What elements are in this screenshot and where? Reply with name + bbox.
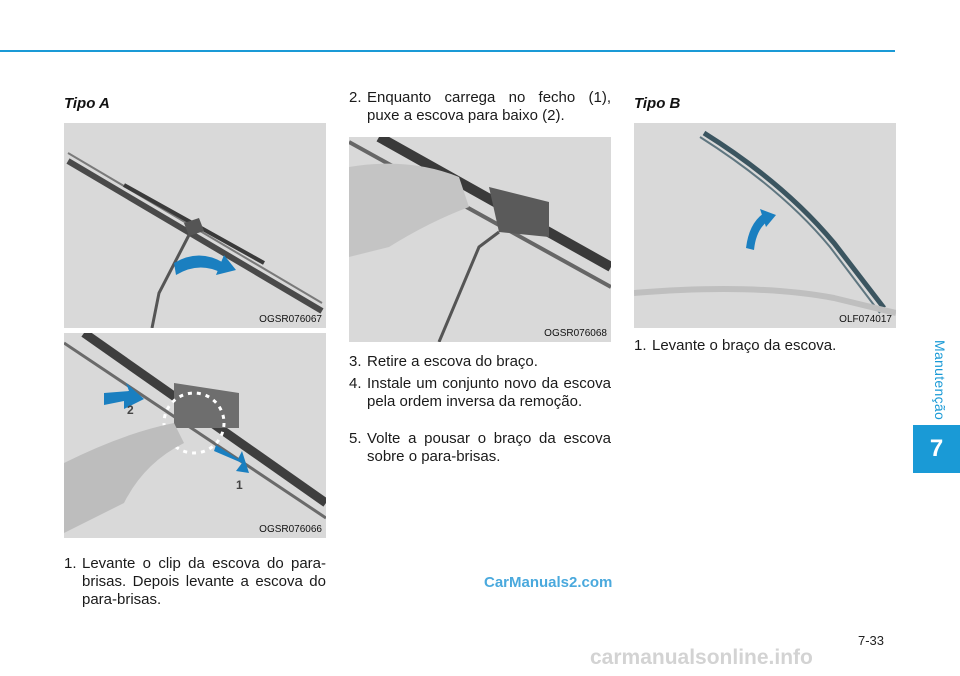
figure-label-1: 1 xyxy=(236,478,243,492)
step-1-type-b xyxy=(634,337,896,355)
figure-code: OGSR076067 xyxy=(259,314,322,325)
step-2 xyxy=(349,89,611,125)
step-text: Volte a pousar o braço da escova sobre o para-brisas. xyxy=(367,430,611,465)
step-3 xyxy=(349,353,611,371)
page-number: 7-33 xyxy=(858,633,885,648)
step-5 xyxy=(349,430,611,466)
header-rule xyxy=(0,50,895,52)
section-side-label: Manutenção xyxy=(932,340,948,421)
step-4 xyxy=(349,375,611,411)
step-number: 3. xyxy=(349,353,362,370)
figure-wiper-pull-down xyxy=(349,137,611,342)
step-number: 5. xyxy=(349,430,362,447)
wiper-illustration-2 xyxy=(64,333,326,538)
step-number: 4. xyxy=(349,375,362,392)
step-number: 1. xyxy=(64,555,77,572)
figure-wiper-arm-lift xyxy=(634,123,896,328)
watermark-link[interactable]: CarManuals2.com xyxy=(484,574,613,591)
wiper-illustration-1 xyxy=(64,123,326,328)
footer-watermark: carmanualsonline.info xyxy=(590,646,813,669)
wiper-illustration-4 xyxy=(634,123,896,328)
step-number: 1. xyxy=(634,337,647,354)
step-text: Levante o clip da escova do para-brisas. Depois levante a escova do para-brisas. xyxy=(82,555,326,608)
heading-tipo-a: Tipo A xyxy=(64,95,110,112)
step-text: Instale um conjunto novo da escova pela ordem inversa da remoção. xyxy=(367,375,611,410)
figure-label-2: 2 xyxy=(127,403,134,417)
figure-code: OGSR076068 xyxy=(544,328,607,339)
figure-code: OGSR076066 xyxy=(259,524,322,535)
step-1-type-a xyxy=(64,555,326,609)
step-text: Retire a escova do braço. xyxy=(367,353,538,370)
step-text: Enquanto carrega no fecho (1), puxe a escova para baixo (2). xyxy=(367,89,611,124)
figure-wiper-release xyxy=(64,333,326,538)
figure-wiper-clip-lift xyxy=(64,123,326,328)
step-number: 2. xyxy=(349,89,362,106)
step-text: Levante o braço da escova. xyxy=(652,337,837,354)
chapter-tab: 7 xyxy=(913,425,960,473)
figure-code: OLF074017 xyxy=(839,314,892,325)
wiper-illustration-3 xyxy=(349,137,611,342)
heading-tipo-b: Tipo B xyxy=(634,95,681,112)
